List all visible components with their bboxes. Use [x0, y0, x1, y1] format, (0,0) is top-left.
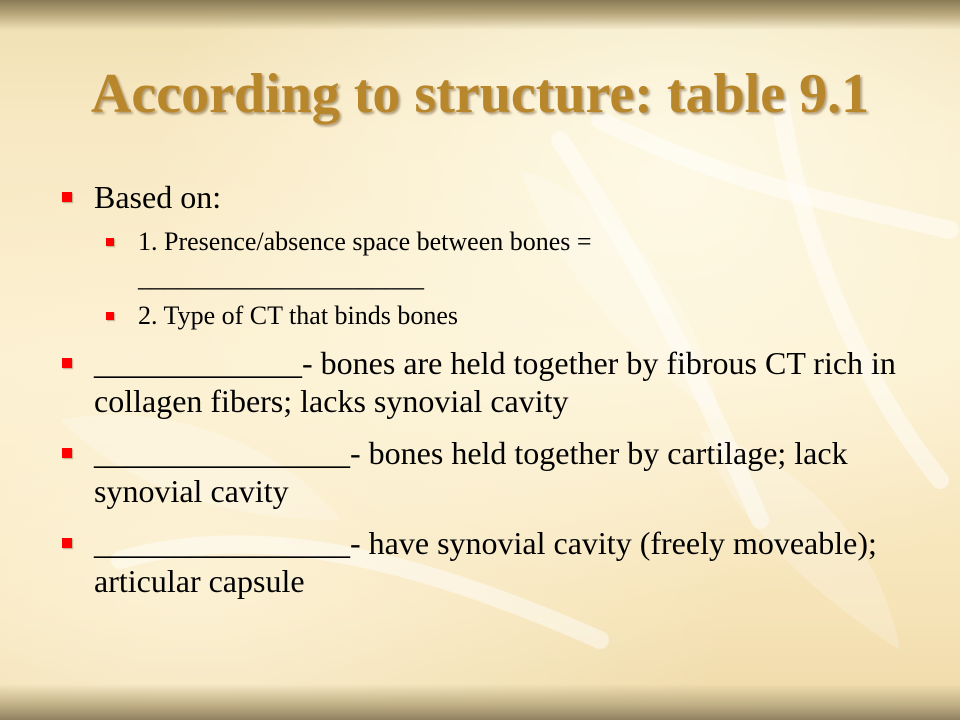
- sub-bullet-item: [58, 298, 918, 334]
- fill-in-blank: ________________: [94, 435, 350, 471]
- sub-bullet-text: 1. Presence/absence space between bones = ______________________: [138, 227, 592, 292]
- bullet-text: - bones are held together by fibrous CT rich in collagen fibers; lacks synovial cavity: [94, 345, 896, 419]
- bullet-text: - bones held together by cartilage; lack synovial cavity: [94, 435, 848, 509]
- square-bullet-icon: [62, 192, 72, 202]
- square-bullet-icon: [106, 312, 114, 320]
- bullet-item: [58, 344, 918, 420]
- bullet-item: [58, 434, 918, 510]
- square-bullet-icon: [62, 538, 72, 548]
- square-bullet-icon: [106, 238, 114, 246]
- square-bullet-icon: [62, 358, 72, 368]
- fill-in-blank: ________________: [94, 525, 350, 561]
- bullet-text: - have synovial cavity (freely moveable); articular capsule: [94, 525, 877, 599]
- bullet-item: [58, 178, 918, 216]
- fill-in-blank: _____________: [94, 345, 302, 381]
- bullet-item: [58, 524, 918, 600]
- square-bullet-icon: [62, 448, 72, 458]
- bullet-list: [58, 170, 918, 600]
- bullet-text: Based on:: [94, 179, 222, 215]
- sub-bullet-text: 2. Type of CT that binds bones: [138, 301, 459, 330]
- slide-title: According to structure: table 9.1: [90, 63, 870, 125]
- sub-bullet-item: [58, 224, 758, 296]
- bottom-band: [0, 684, 960, 720]
